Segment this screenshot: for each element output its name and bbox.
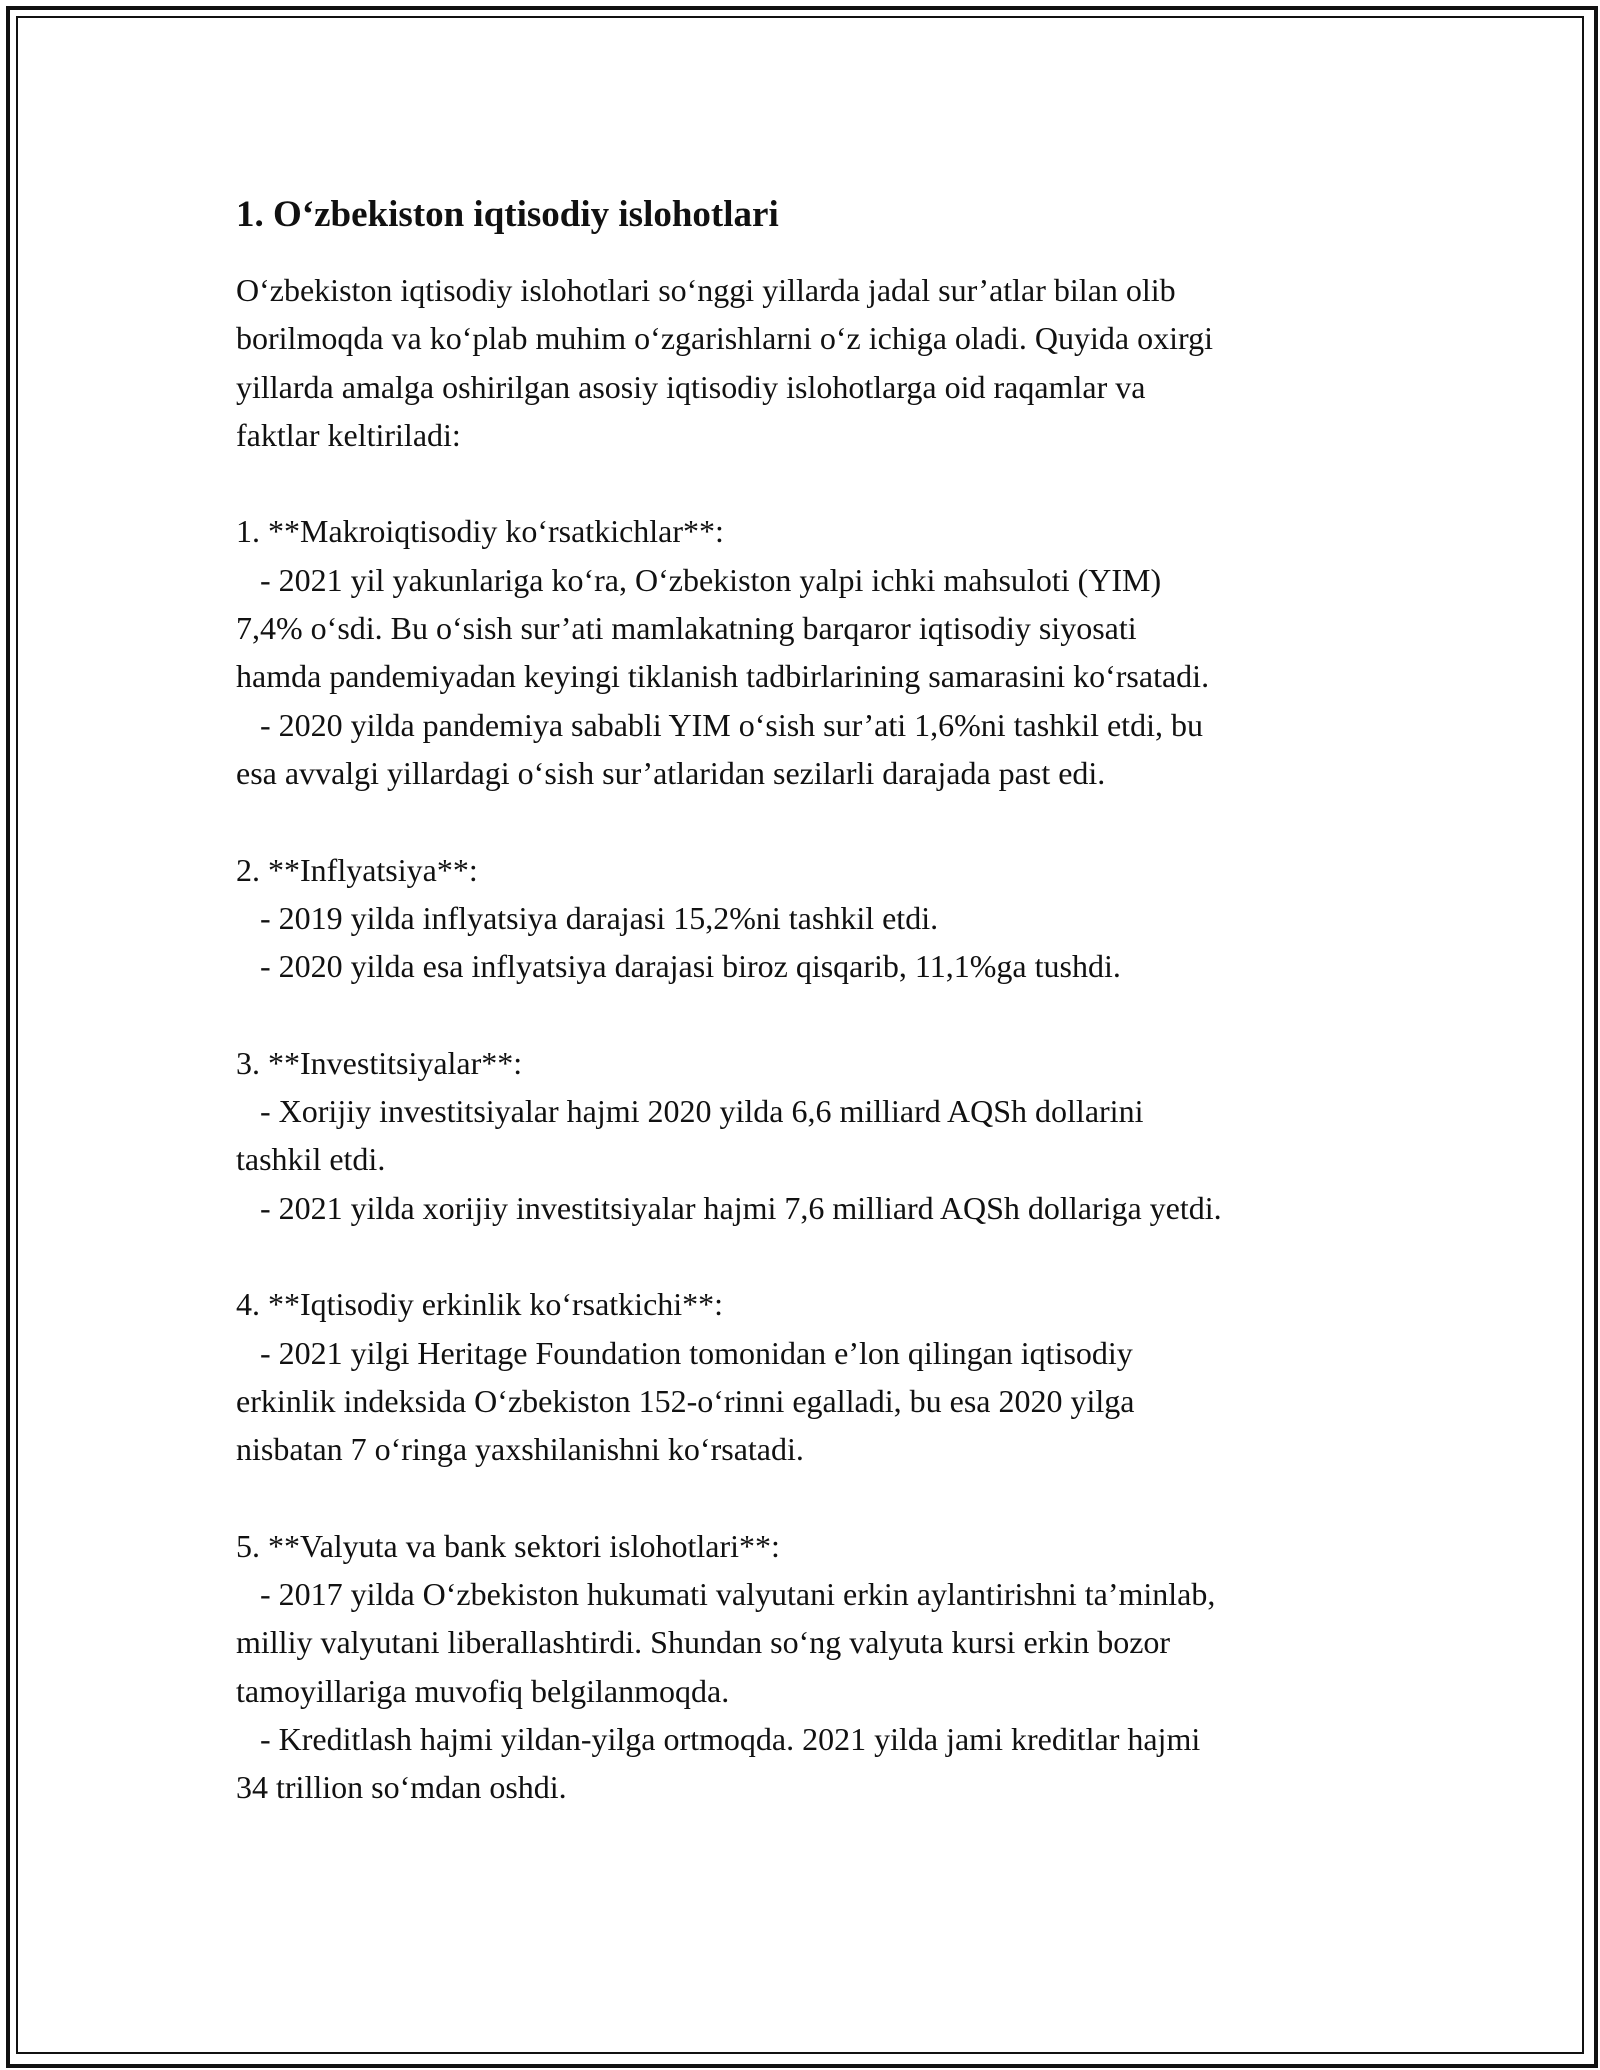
section-macroeconomic bbox=[236, 507, 1386, 797]
section-currency-banking bbox=[236, 1522, 1386, 1812]
section-line: - 2021 yilgi Heritage Foundation tomonidan e’lon qilingan iqtisodiy bbox=[236, 1334, 1133, 1371]
intro-line: borilmoqda va ko‘plab muhim o‘zgarishlarni o‘z ichiga oladi. Quyida oxirgi bbox=[236, 320, 1213, 357]
intro-line: O‘zbekiston iqtisodiy islohotlari so‘nggi yillarda jadal sur’atlar bilan olib bbox=[236, 272, 1176, 308]
section-investments bbox=[236, 1039, 1386, 1232]
section-line: - 2020 yilda esa inflyatsiya darajasi biroz qisqarib, 11,1%ga tushdi. bbox=[236, 948, 1121, 985]
section-line: - 2021 yilda xorijiy investitsiyalar hajmi 7,6 milliard AQSh dollariga yetdi. bbox=[236, 1189, 1222, 1226]
section-title: 1. **Makroiqtisodiy ko‘rsatkichlar**: bbox=[236, 513, 724, 550]
section-line: erkinlik indeksida O‘zbekiston 152-o‘rinni egalladi, bu esa 2020 yilga bbox=[236, 1382, 1135, 1419]
section-title: 4. **Iqtisodiy erkinlik ko‘rsatkichi**: bbox=[236, 1286, 724, 1323]
section-inflation bbox=[236, 846, 1386, 991]
section-line: 7,4% o‘sdi. Bu o‘sish sur’ati mamlakatning barqaror iqtisodiy siyosati bbox=[236, 610, 1137, 647]
intro-line: faktlar keltiriladi: bbox=[236, 416, 461, 453]
intro-line: yillarda amalga oshirilgan asosiy iqtisodiy islohotlarga oid raqamlar va bbox=[236, 368, 1146, 405]
blank-line bbox=[236, 1473, 1386, 1521]
intro-paragraph bbox=[236, 266, 1386, 459]
blank-line bbox=[236, 990, 1386, 1038]
section-line: - 2019 yilda inflyatsiya darajasi 15,2%ni tashkil etdi. bbox=[236, 899, 939, 936]
section-line: hamda pandemiyadan keyingi tiklanish tadbirlarining samarasini ko‘rsatadi. bbox=[236, 658, 1210, 695]
document-body bbox=[236, 190, 1386, 1812]
section-line: nisbatan 7 o‘ringa yaxshilanishni ko‘rsatadi. bbox=[236, 1431, 804, 1468]
section-line: esa avvalgi yillardagi o‘sish sur’atlaridan sezilarli darajada past edi. bbox=[236, 754, 1106, 791]
section-line: - 2020 yilda pandemiya sababli YIM o‘sish sur’ati 1,6%ni tashkil etdi, bu bbox=[236, 706, 1203, 743]
section-line: - 2017 yilda O‘zbekiston hukumati valyutani erkin aylantirishni ta’minlab, bbox=[236, 1576, 1216, 1613]
section-line: milliy valyutani liberallashtirdi. Shundan so‘ng valyuta kursi erkin bozor bbox=[236, 1624, 1171, 1661]
blank-line bbox=[236, 459, 1386, 507]
section-title: 5. **Valyuta va bank sektori islohotlari**: bbox=[236, 1527, 780, 1564]
section-line: 34 trillion so‘mdan oshdi. bbox=[236, 1769, 567, 1806]
section-line: tashkil etdi. bbox=[236, 1141, 386, 1178]
section-economic-freedom bbox=[236, 1280, 1386, 1473]
blank-line bbox=[236, 797, 1386, 845]
section-line: - Xorijiy investitsiyalar hajmi 2020 yilda 6,6 milliard AQSh dollarini bbox=[236, 1093, 1144, 1130]
section-title: 2. **Inflyatsiya**: bbox=[236, 851, 478, 888]
section-line: - 2021 yil yakunlariga ko‘ra, O‘zbekiston yalpi ichki mahsuloti (YIM) bbox=[236, 561, 1162, 598]
section-line: - Kreditlash hajmi yildan-yilga ortmoqda. 2021 yilda jami kreditlar hajmi bbox=[236, 1720, 1201, 1757]
section-title: 3. **Investitsiyalar**: bbox=[236, 1044, 523, 1081]
section-line: tamoyillariga muvofiq belgilanmoqda. bbox=[236, 1672, 730, 1709]
document-heading: 1. O‘zbekiston iqtisodiy islohotlari bbox=[236, 194, 779, 235]
blank-line bbox=[236, 1232, 1386, 1280]
